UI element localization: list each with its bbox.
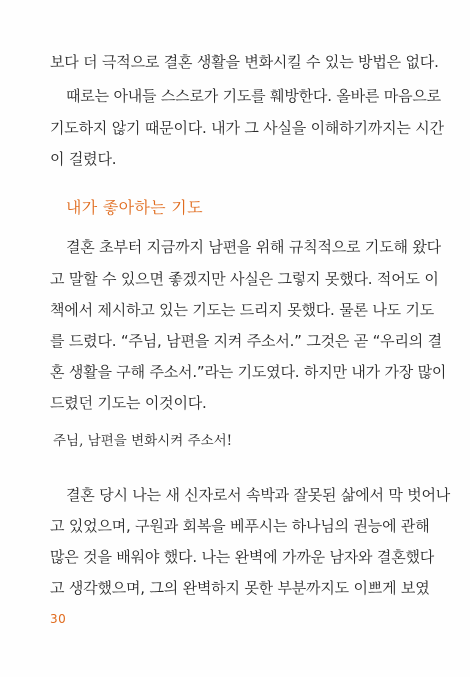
- paragraph-3-line-3: 많은 것을 배워야 했다. 나는 완벽에 가까운 남자와 결혼했다: [50, 548, 435, 566]
- paragraph-1-line-3: 기도하지 않기 때문이다. 내가 그 사실을 이해하기까지는 시간: [50, 119, 444, 137]
- paragraph-2-line-2: 고 말할 수 있으면 좋겠지만 사실은 그렇지 못했다. 적어도 이: [50, 270, 439, 288]
- page-number: 30: [50, 612, 67, 626]
- paragraph-2-line-3: 책에서 제시하고 있는 기도는 드리지 못했다. 물론 나도 기도: [50, 301, 435, 319]
- paragraph-2-line-4: 를 드렸다. “주님, 남편을 지켜 주소서.” 그것은 곧 “우리의 결: [50, 332, 442, 350]
- paragraph-2-line-6: 드렸던 기도는 이것이다.: [50, 394, 207, 412]
- paragraph-3-line-4: 고 생각했으며, 그의 완벽하지 못한 부분까지도 이쁘게 보였: [50, 579, 430, 597]
- paragraph-2-line-1: 결혼 초부터 지금까지 남편을 위해 규칙적으로 기도해 왔다: [66, 238, 441, 256]
- paragraph-1-line-4: 이 걸렸다.: [50, 150, 117, 168]
- paragraph-2-line-5: 혼 생활을 구해 주소서.”라는 기도였다. 하지만 내가 가장 많이: [50, 363, 447, 381]
- paragraph-1-line-2: 때로는 아내들 스스로가 기도를 훼방한다. 올바른 마음으로: [66, 87, 441, 105]
- paragraph-3-line-2: 고 있었으며, 구원과 회복을 베푸시는 하나님의 권능에 관해: [50, 517, 430, 535]
- paragraph-1-line-1: 보다 더 극적으로 결혼 생활을 변화시킬 수 있는 방법은 없다.: [50, 53, 439, 71]
- paragraph-3-line-1: 결혼 당시 나는 새 신자로서 속박과 잘못된 삶에서 막 벗어나: [66, 486, 451, 504]
- prayer-quote: 주님, 남편을 변화시켜 주소서!: [53, 433, 233, 449]
- section-heading: 내가 좋아하는 기도: [66, 198, 203, 217]
